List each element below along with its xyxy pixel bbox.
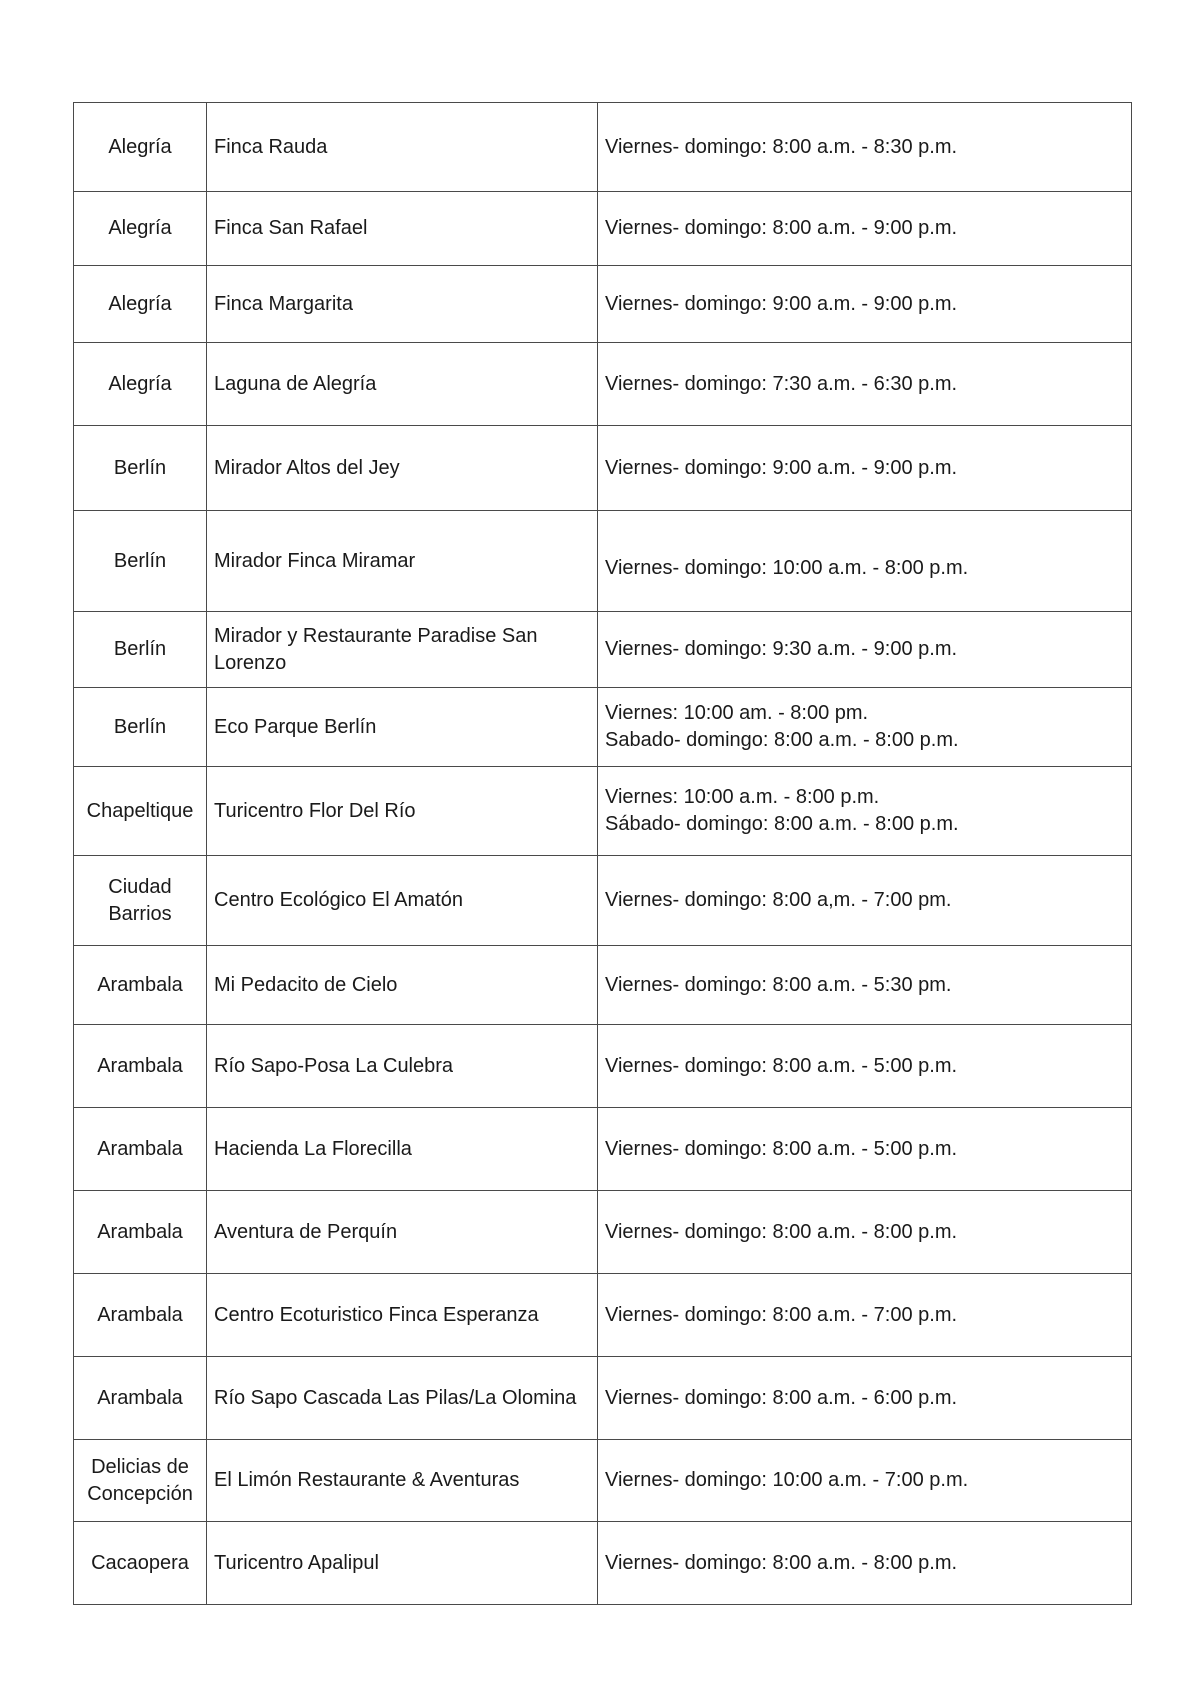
municipio-cell: Delicias de Concepción	[74, 1440, 207, 1522]
municipio-cell: Berlín	[74, 688, 207, 767]
table-row	[74, 1108, 1132, 1191]
lugar-cell: Eco Parque Berlín	[207, 688, 598, 767]
horario-cell: Viernes- domingo: 8:00 a,m. - 7:00 pm.	[598, 856, 1132, 946]
lugar-cell: Mirador y Restaurante Paradise San Lorenzo	[207, 612, 598, 688]
municipio-cell: Chapeltique	[74, 767, 207, 856]
table-row	[74, 343, 1132, 426]
horario-cell: Viernes- domingo: 8:00 a.m. - 8:30 p.m.	[598, 103, 1132, 192]
horario-cell: Viernes- domingo: 8:00 a.m. - 8:00 p.m.	[598, 1191, 1132, 1274]
table-row	[74, 103, 1132, 192]
table-row	[74, 856, 1132, 946]
municipio-cell: Berlín	[74, 426, 207, 511]
lugar-cell: Centro Ecoturistico Finca Esperanza	[207, 1274, 598, 1357]
table-row	[74, 1522, 1132, 1605]
horario-cell: Viernes- domingo: 10:00 a.m. - 8:00 p.m.	[598, 511, 1132, 612]
horario-cell: Viernes- domingo: 9:00 a.m. - 9:00 p.m.	[598, 266, 1132, 343]
municipio-cell: Alegría	[74, 343, 207, 426]
horario-cell: Viernes- domingo: 8:00 a.m. - 7:00 p.m.	[598, 1274, 1132, 1357]
municipio-cell: Arambala	[74, 1274, 207, 1357]
lugar-cell: Turicentro Flor Del Río	[207, 767, 598, 856]
horario-cell: Viernes- domingo: 9:00 a.m. - 9:00 p.m.	[598, 426, 1132, 511]
municipio-cell: Alegría	[74, 192, 207, 266]
horario-cell: Viernes- domingo: 10:00 a.m. - 7:00 p.m.	[598, 1440, 1132, 1522]
schedule-table-body	[74, 103, 1132, 1605]
horario-cell: Viernes- domingo: 8:00 a.m. - 5:00 p.m.	[598, 1108, 1132, 1191]
horario-cell: Viernes- domingo: 8:00 a.m. - 5:30 pm.	[598, 946, 1132, 1025]
lugar-cell: Mirador Altos del Jey	[207, 426, 598, 511]
horario-cell: Viernes- domingo: 7:30 a.m. - 6:30 p.m.	[598, 343, 1132, 426]
municipio-cell: Alegría	[74, 103, 207, 192]
municipio-cell: Arambala	[74, 1357, 207, 1440]
table-row	[74, 946, 1132, 1025]
lugar-cell: Hacienda La Florecilla	[207, 1108, 598, 1191]
lugar-cell: El Limón Restaurante & Aventuras	[207, 1440, 598, 1522]
horario-cell: Viernes: 10:00 a.m. - 8:00 p.m. Sábado- domingo: 8:00 a.m. - 8:00 p.m.	[598, 767, 1132, 856]
table-row	[74, 767, 1132, 856]
table-row	[74, 1025, 1132, 1108]
lugar-cell: Aventura de Perquín	[207, 1191, 598, 1274]
horario-cell: Viernes- domingo: 8:00 a.m. - 6:00 p.m.	[598, 1357, 1132, 1440]
table-row	[74, 1440, 1132, 1522]
lugar-cell: Mi Pedacito de Cielo	[207, 946, 598, 1025]
lugar-cell: Finca Rauda	[207, 103, 598, 192]
municipio-cell: Cacaopera	[74, 1522, 207, 1605]
lugar-cell: Laguna de Alegría	[207, 343, 598, 426]
table-row	[74, 1274, 1132, 1357]
table-row	[74, 266, 1132, 343]
horario-cell: Viernes- domingo: 8:00 a.m. - 9:00 p.m.	[598, 192, 1132, 266]
table-row	[74, 688, 1132, 767]
table-row	[74, 1191, 1132, 1274]
lugar-cell: Río Sapo Cascada Las Pilas/La Olomina	[207, 1357, 598, 1440]
table-row	[74, 511, 1132, 612]
lugar-cell: Turicentro Apalipul	[207, 1522, 598, 1605]
horario-cell: Viernes: 10:00 am. - 8:00 pm. Sabado- domingo: 8:00 a.m. - 8:00 p.m.	[598, 688, 1132, 767]
municipio-cell: Arambala	[74, 946, 207, 1025]
lugar-cell: Río Sapo-Posa La Culebra	[207, 1025, 598, 1108]
municipio-cell: Alegría	[74, 266, 207, 343]
schedule-table	[73, 102, 1132, 1605]
lugar-cell: Mirador Finca Miramar	[207, 511, 598, 612]
table-row	[74, 426, 1132, 511]
municipio-cell: Arambala	[74, 1191, 207, 1274]
municipio-cell: Berlín	[74, 612, 207, 688]
lugar-cell: Finca Margarita	[207, 266, 598, 343]
municipio-cell: Ciudad Barrios	[74, 856, 207, 946]
lugar-cell: Finca San Rafael	[207, 192, 598, 266]
lugar-cell: Centro Ecológico El Amatón	[207, 856, 598, 946]
municipio-cell: Berlín	[74, 511, 207, 612]
table-row	[74, 1357, 1132, 1440]
horario-cell: Viernes- domingo: 8:00 a.m. - 5:00 p.m.	[598, 1025, 1132, 1108]
table-row	[74, 192, 1132, 266]
horario-cell: Viernes- domingo: 9:30 a.m. - 9:00 p.m.	[598, 612, 1132, 688]
schedule-sheet	[73, 102, 1132, 1605]
municipio-cell: Arambala	[74, 1108, 207, 1191]
municipio-cell: Arambala	[74, 1025, 207, 1108]
horario-cell: Viernes- domingo: 8:00 a.m. - 8:00 p.m.	[598, 1522, 1132, 1605]
table-row	[74, 612, 1132, 688]
